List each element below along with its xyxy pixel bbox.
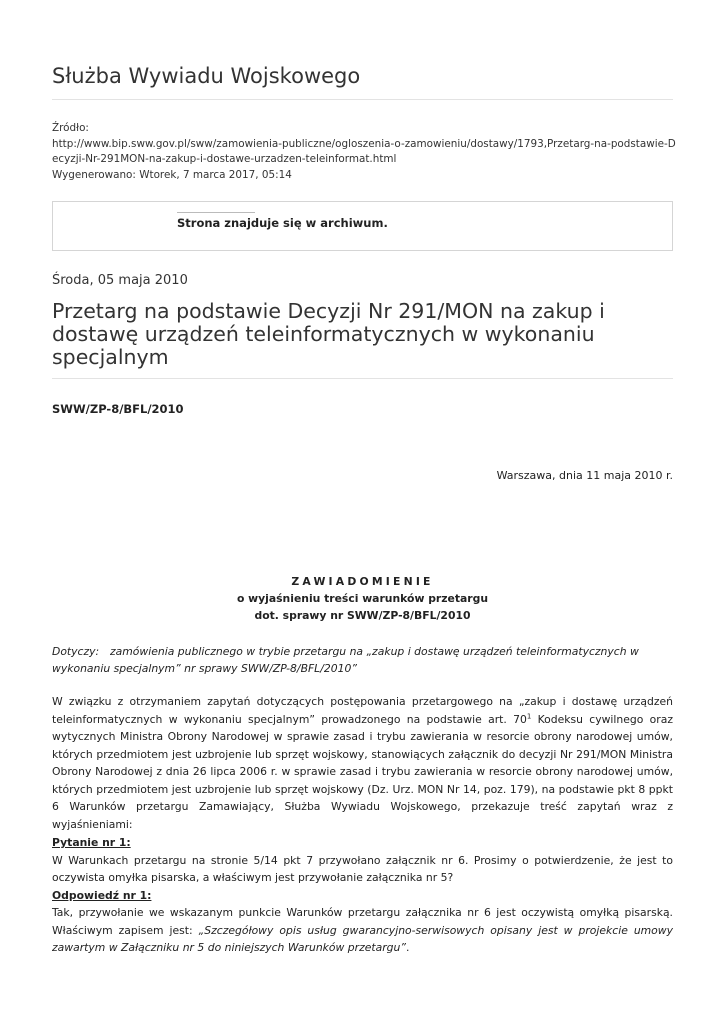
archive-notice: Strona znajduje się w archiwum. xyxy=(177,216,388,230)
notice-case: dot. sprawy nr SWW/ZP-8/BFL/2010 xyxy=(254,609,471,622)
answer-1-end: . xyxy=(405,941,410,954)
article-date: Środa, 05 maja 2010 xyxy=(52,273,188,288)
archive-decoration-line xyxy=(177,212,255,213)
site-title: Służba Wywiadu Wojskowego xyxy=(52,64,361,88)
concerns-text: zamówienia publicznego w trybie przetargu na „zakup i dostawę urządzeń teleinformatycznych w wykonaniu specjalnym” nr sprawy SWW/ZP-8/BFL/2010” xyxy=(52,645,639,675)
title-divider xyxy=(52,378,673,379)
concerns-label: Dotyczy: xyxy=(52,645,100,658)
archive-notice-box xyxy=(52,201,673,251)
generated-timestamp: Wygenerowano: Wtorek, 7 marca 2017, 05:14 xyxy=(52,168,292,181)
notice-heading-block xyxy=(52,573,673,624)
intro-text-a: W związku z otrzymaniem zapytań dotyczących postępowania przetargowego na „zakup i dostawę urządzeń teleinformatycznych w wykonaniu specjalnym” prowadzonego na podstawie art. 70 xyxy=(52,695,673,726)
case-reference: SWW/ZP-8/BFL/2010 xyxy=(52,402,184,416)
qa-block xyxy=(52,834,673,957)
intro-text-b: Kodeksu cywilnego oraz wytycznych Ministra Obrony Narodowej w sprawie zasad i trybu zawierania w resorcie obrony narodowej umów, których przedmiotem jest uzbrojenie lub sprzęt wojskowy, stanowiących załącznik do decyzji Nr 291/MON Ministra Obrony Narodowej z dnia 26 lipca 2006 r. w sprawie zasad i trybu zawierania w resorcie obrony narodowej umów, których przedmiotem jest uzbrojenie lub sprzęt wojskowy (Dz. Urz. MON Nr 14, poz. 179), na podstawie pkt 8 ppkt 6 Warunków przetargu Zamawiający, Służba Wywiadu Wojskowego, przekazuje treść zapytań wraz z wyjaśnieniami: xyxy=(52,712,674,831)
place-date: Warszawa, dnia 11 maja 2010 r. xyxy=(496,469,673,482)
notice-subtitle: o wyjaśnieniu treści warunków przetargu xyxy=(236,592,489,605)
source-url[interactable]: http://www.bip.sww.gov.pl/sww/zamowienia-publiczne/ogloszenia-o-zamowieniu/dostawy/1793,Przetarg-na-podstawie-Decyzji-Nr-291MON-na-zakup-i-dostawe-urzadzen-teleinformat.html xyxy=(52,137,676,166)
question-1-text: W Warunkach przetargu na stronie 5/14 pkt 7 przywołano załącznik nr 6. Prosimy o potwierdzenie, że jest to oczywista omyłka pisarska, a właściwym jest przywołanie załącznika nr 5? xyxy=(52,853,673,884)
answer-1-body xyxy=(52,904,673,957)
answer-1-text: Tak, przywołanie we wskazanym punkcie Warunków przetargu załącznika nr 6 jest oczywistą omyłką pisarską. Właściwym zapisem jest: xyxy=(52,906,673,937)
answer-1-label: Odpowiedź nr 1: xyxy=(52,888,152,902)
source-block xyxy=(52,121,677,183)
header-divider xyxy=(52,99,673,100)
concerns-block xyxy=(52,643,673,677)
answer-1-quote: „Szczegółowy opis usług gwarancyjno-serwisowych opisany jest w projekcie umowy zawartym w Załączniku nr 5 do niniejszych Warunków przetargu” xyxy=(52,923,674,954)
notice-heading: ZAWIADOMIENIE xyxy=(291,575,434,588)
source-label: Źródło: xyxy=(52,122,89,134)
question-1-label: Pytanie nr 1: xyxy=(52,836,131,849)
intro-paragraph xyxy=(52,693,673,833)
article-title: Przetarg na podstawie Decyzji Nr 291/MON na zakup i dostawę urządzeń teleinformatycznych w wykonaniu specjalnym xyxy=(52,299,605,369)
intro-superscript: 1 xyxy=(526,711,532,720)
